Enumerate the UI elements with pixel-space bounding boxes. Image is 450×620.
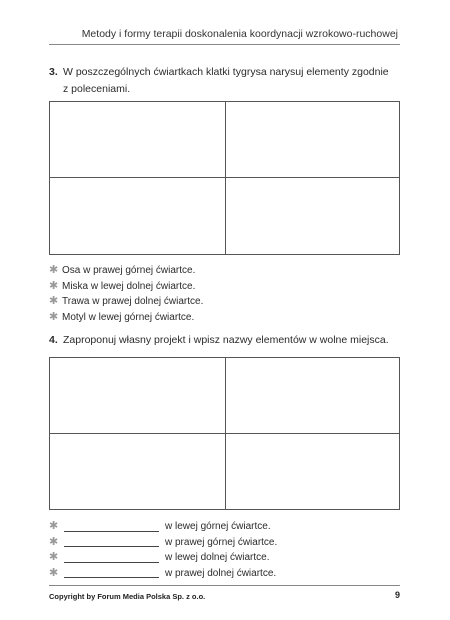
asterisk-icon: ✱ — [49, 279, 59, 292]
bullet-text: w prawej górnej ćwiartce. — [165, 536, 278, 548]
answer-blank-line[interactable] — [64, 537, 159, 547]
footer-divider — [49, 585, 400, 586]
asterisk-icon: ✱ — [49, 551, 59, 563]
bullet-text: Trawa w prawej dolnej ćwiartce. — [62, 296, 204, 307]
bullet-text: Miska w lewej dolnej ćwiartce. — [62, 280, 196, 292]
asterisk-icon: ✱ — [49, 535, 59, 548]
task-4-bullet-list — [49, 519, 277, 581]
bullet-text: w lewej dolnej ćwiartce. — [165, 552, 270, 563]
bullet-text: w prawej dolnej ćwiartce. — [165, 567, 277, 579]
task-3-number: 3. — [49, 66, 58, 78]
task-4-instruction — [49, 332, 389, 349]
list-item — [49, 519, 277, 535]
grid-vertical-divider — [225, 358, 226, 509]
task-3-bullet-list — [49, 263, 203, 325]
list-item — [49, 566, 277, 582]
bullet-text: Osa w prawej górnej ćwiartce. — [62, 265, 196, 276]
asterisk-icon: ✱ — [49, 295, 59, 307]
bullet-text: w lewej górnej ćwiartce. — [165, 521, 271, 532]
task-4-number: 4. — [49, 334, 58, 346]
grid-vertical-divider — [225, 102, 226, 254]
page-number: 9 — [394, 590, 400, 600]
answer-blank-line[interactable] — [64, 522, 159, 532]
bullet-text: Motyl w lewej górnej ćwiartce. — [62, 311, 195, 323]
task-3-text-line2: z poleceniami. — [63, 83, 131, 95]
task-4-quadrant-grid — [49, 357, 400, 510]
list-item — [49, 263, 203, 279]
asterisk-icon: ✱ — [49, 264, 59, 276]
asterisk-icon: ✱ — [49, 310, 59, 323]
asterisk-icon: ✱ — [49, 566, 59, 579]
task-3-text-line1: W poszczególnych ćwiartkach klatki tygrysa narysuj elementy zgodnie — [63, 66, 389, 78]
task-3-instruction — [49, 64, 389, 98]
task-4-text: Zaproponuj własny projekt i wpisz nazwy elementów w wolne miejsca. — [63, 334, 389, 346]
answer-blank-line[interactable] — [64, 568, 159, 578]
copyright-notice: Copyright by Forum Media Polska Sp. z o.o. — [49, 592, 206, 601]
list-item — [49, 550, 277, 566]
asterisk-icon: ✱ — [49, 520, 59, 532]
answer-blank-line[interactable] — [64, 553, 159, 563]
list-item — [49, 294, 203, 310]
task-3-quadrant-grid — [49, 101, 400, 255]
list-item — [49, 310, 203, 326]
page-header-title: Metody i formy terapii doskonalenia koordynacji wzrokowo-ruchowej — [81, 28, 398, 40]
list-item — [49, 279, 203, 295]
header-divider — [49, 44, 400, 45]
list-item — [49, 535, 277, 551]
